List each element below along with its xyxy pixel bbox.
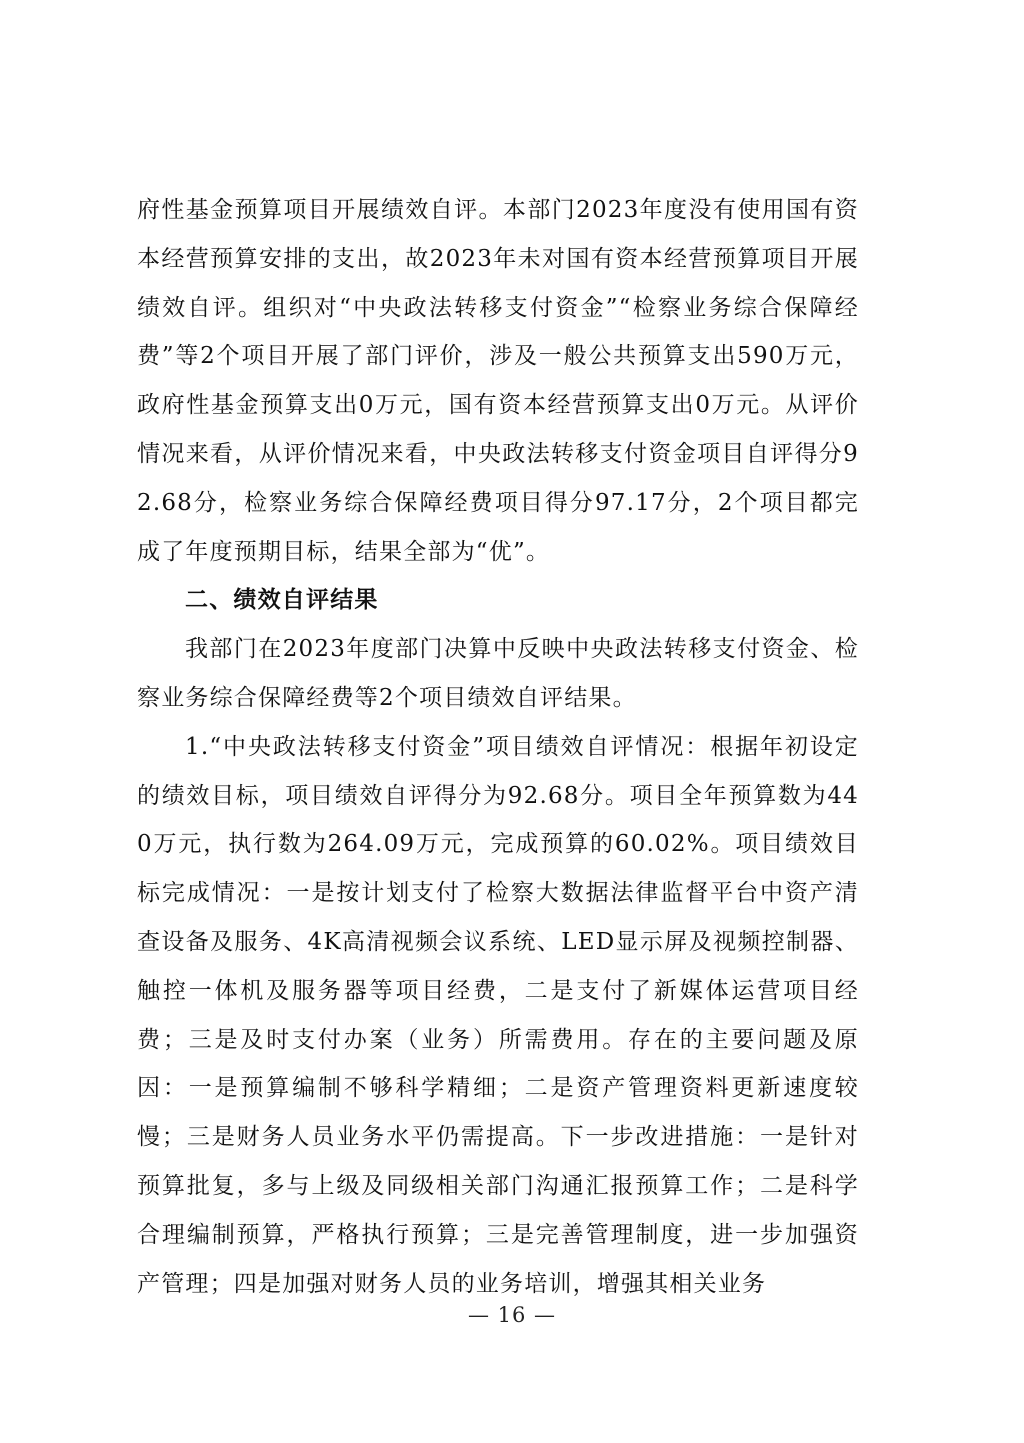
section-heading: 二、绩效自评结果 xyxy=(185,587,379,614)
paragraph-item-1: 1.“中央政法转移支付资金”项目绩效自评情况：根据年初设定的绩效目标，项目绩效自评得分为92.68分。项目全年预算数为440万元，执行数为264.09万元，完成预算的60.02%。项目绩效目标完成情况：一是按计划支付了检察大数据法律监督平台中资产清查设备及服务、4K高清视频会议系统、LED显示屏及视频控制器、触控一体机及服务器等项目经费，二是支付了新媒体运营项目经费；三是及时支付办案（业务）所需费用。存在的主要问题及原因：一是预算编制不够科学精细；二是资产管理资料更新速度较慢；三是财务人员业务水平仍需提高。下一步改进措施：一是针对预算批复，多与上级及同级相关部门沟通汇报预算工作；二是科学合理编制预算，严格执行预算；三是完善管理制度，进一步加强资产管理；四是加强对财务人员的业务培训，增强其相关业务 xyxy=(137,733,859,1297)
document-body xyxy=(137,186,859,1308)
paragraph-summary: 我部门在2023年度部门决算中反映中央政法转移支付资金、检察业务综合保障经费等2个项目绩效自评结果。 xyxy=(137,636,859,711)
page-number: — 16 — xyxy=(467,1303,557,1327)
paragraph-intro: 府性基金预算项目开展绩效自评。本部门2023年度没有使用国有资本经营预算安排的支出，故2023年未对国有资本经营预算项目开展绩效自评。组织对“中央政法转移支付资金”“检察业务综合保障经费”等2个项目开展了部门评价，涉及一般公共预算支出590万元，政府性基金预算支出0万元，国有资本经营预算支出0万元。从评价情况来看，从评价情况来看，中央政法转移支付资金项目自评得分92.68分，检察业务综合保障经费项目得分97.17分，2个项目都完成了年度预期目标，结果全部为“优”。 xyxy=(137,197,859,565)
